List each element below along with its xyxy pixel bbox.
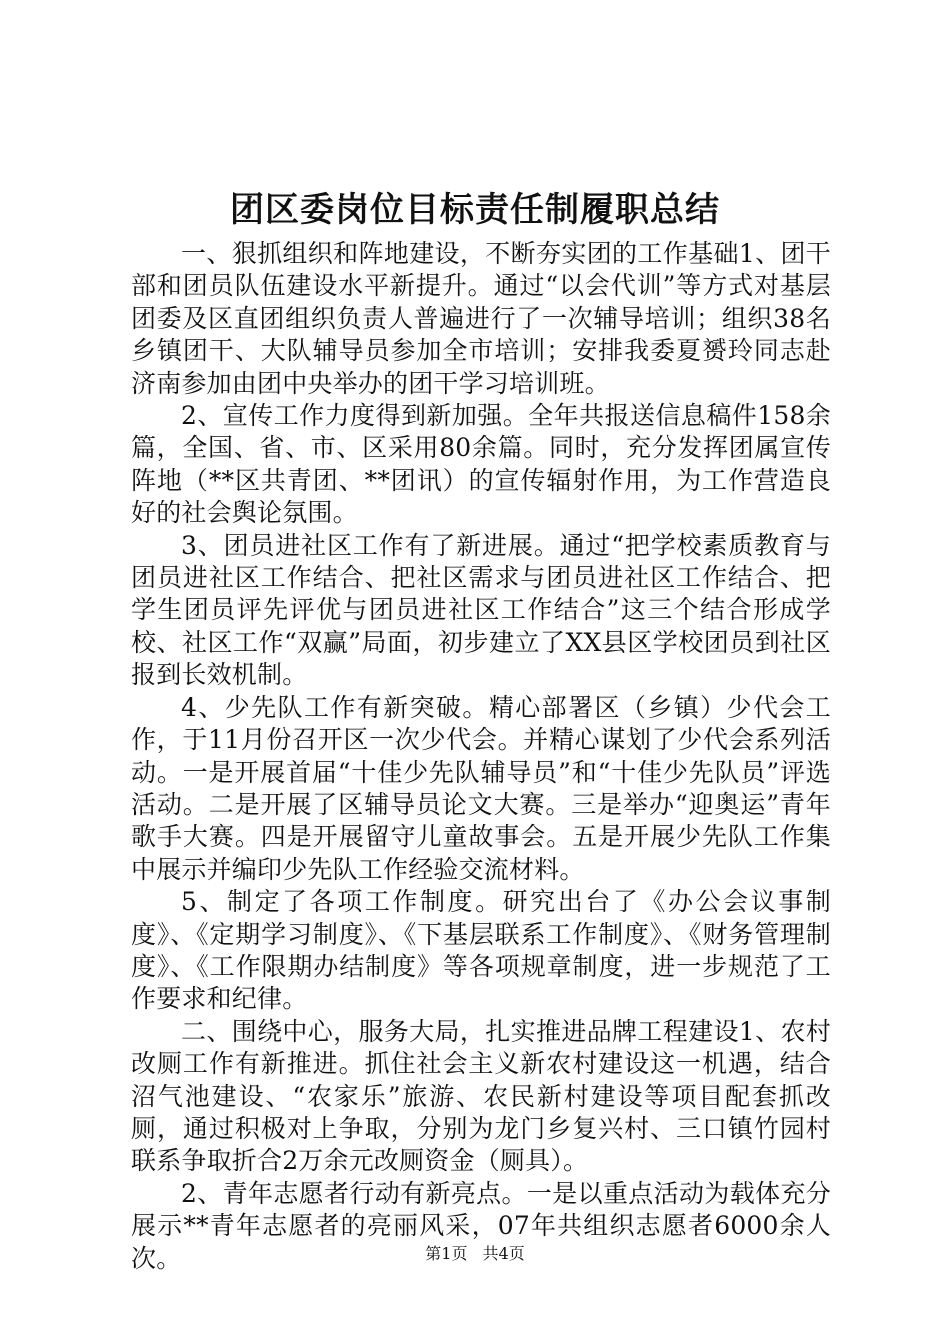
paragraph-7: 2、青年志愿者行动有新亮点。一是以重点活动为载体充分展示**青年志愿者的亮丽风采，07年共组织志愿者6000余人次。 — [131, 1178, 831, 1273]
paragraph-1: 一、狠抓组织和阵地建设，不断夯实团的工作基础1、团干部和团员队伍建设水平新提升。通过“以会代训”等方式对基层团委及区直团组织负责人普遍进行了一次辅导培训；组织38名乡镇团干、大队辅导员参加全市培训；安排我委夏赟玲同志赴济南参加由团中央举办的团干学习培训班。 — [131, 239, 831, 398]
page-number: 第1页 — [425, 1244, 468, 1263]
document-body — [131, 238, 831, 1275]
page-footer — [0, 1243, 950, 1265]
document-title: 团区委岗位目标责任制履职总结 — [230, 190, 720, 230]
page-total: 共4页 — [482, 1244, 525, 1263]
paragraph-3: 3、团员进社区工作有了新进展。通过“把学校素质教育与团员进社区工作结合、把社区需求与团员进社区工作结合、把学生团员评先评优与团员进社区工作结合”这三个结合形成学校、社区工作“双赢”局面，初步建立了XX县区学校团员到社区报到长效机制。 — [131, 530, 831, 690]
paragraph-4: 4、少先队工作有新突破。精心部署区（乡镇）少代会工作，于11月份召开区一次少代会。并精心谋划了少代会系列活动。一是开展首届“十佳少先队辅导员”和“十佳少先队员”评选活动。二是开展了区辅导员论文大赛。三是举办“迎奥运”青年歌手大赛。四是开展留守儿童故事会。五是开展少先队工作集中展示并编印少先队工作经验交流材料。 — [131, 692, 831, 884]
paragraph-2: 2、宣传工作力度得到新加强。全年共报送信息稿件158余篇，全国、省、市、区采用80余篇。同时，充分发挥团属宣传阵地（**区共青团、**团讯）的宣传辐射作用，为工作营造良好的社会舆论氛围。 — [131, 401, 831, 528]
paragraph-6: 二、围绕中心，服务大局，扎实推进品牌工程建设1、农村改厕工作有新推进。抓住社会主义新农村建设这一机遇，结合沼气池建设、“农家乐”旅游、农民新村建设等项目配套抓改厕，通过积极对上争取，分别为龙门乡复兴村、三口镇竹园村联系争取折合2万余元改厕资金（厕具）。 — [131, 1016, 831, 1176]
paragraph-5: 5、制定了各项工作制度。研究出台了《办公会议事制度》、《定期学习制度》、《下基层联系工作制度》、《财务管理制度》、《工作限期办结制度》等各项规章制度，进一步规范了工作要求和纪律。 — [131, 887, 831, 1014]
